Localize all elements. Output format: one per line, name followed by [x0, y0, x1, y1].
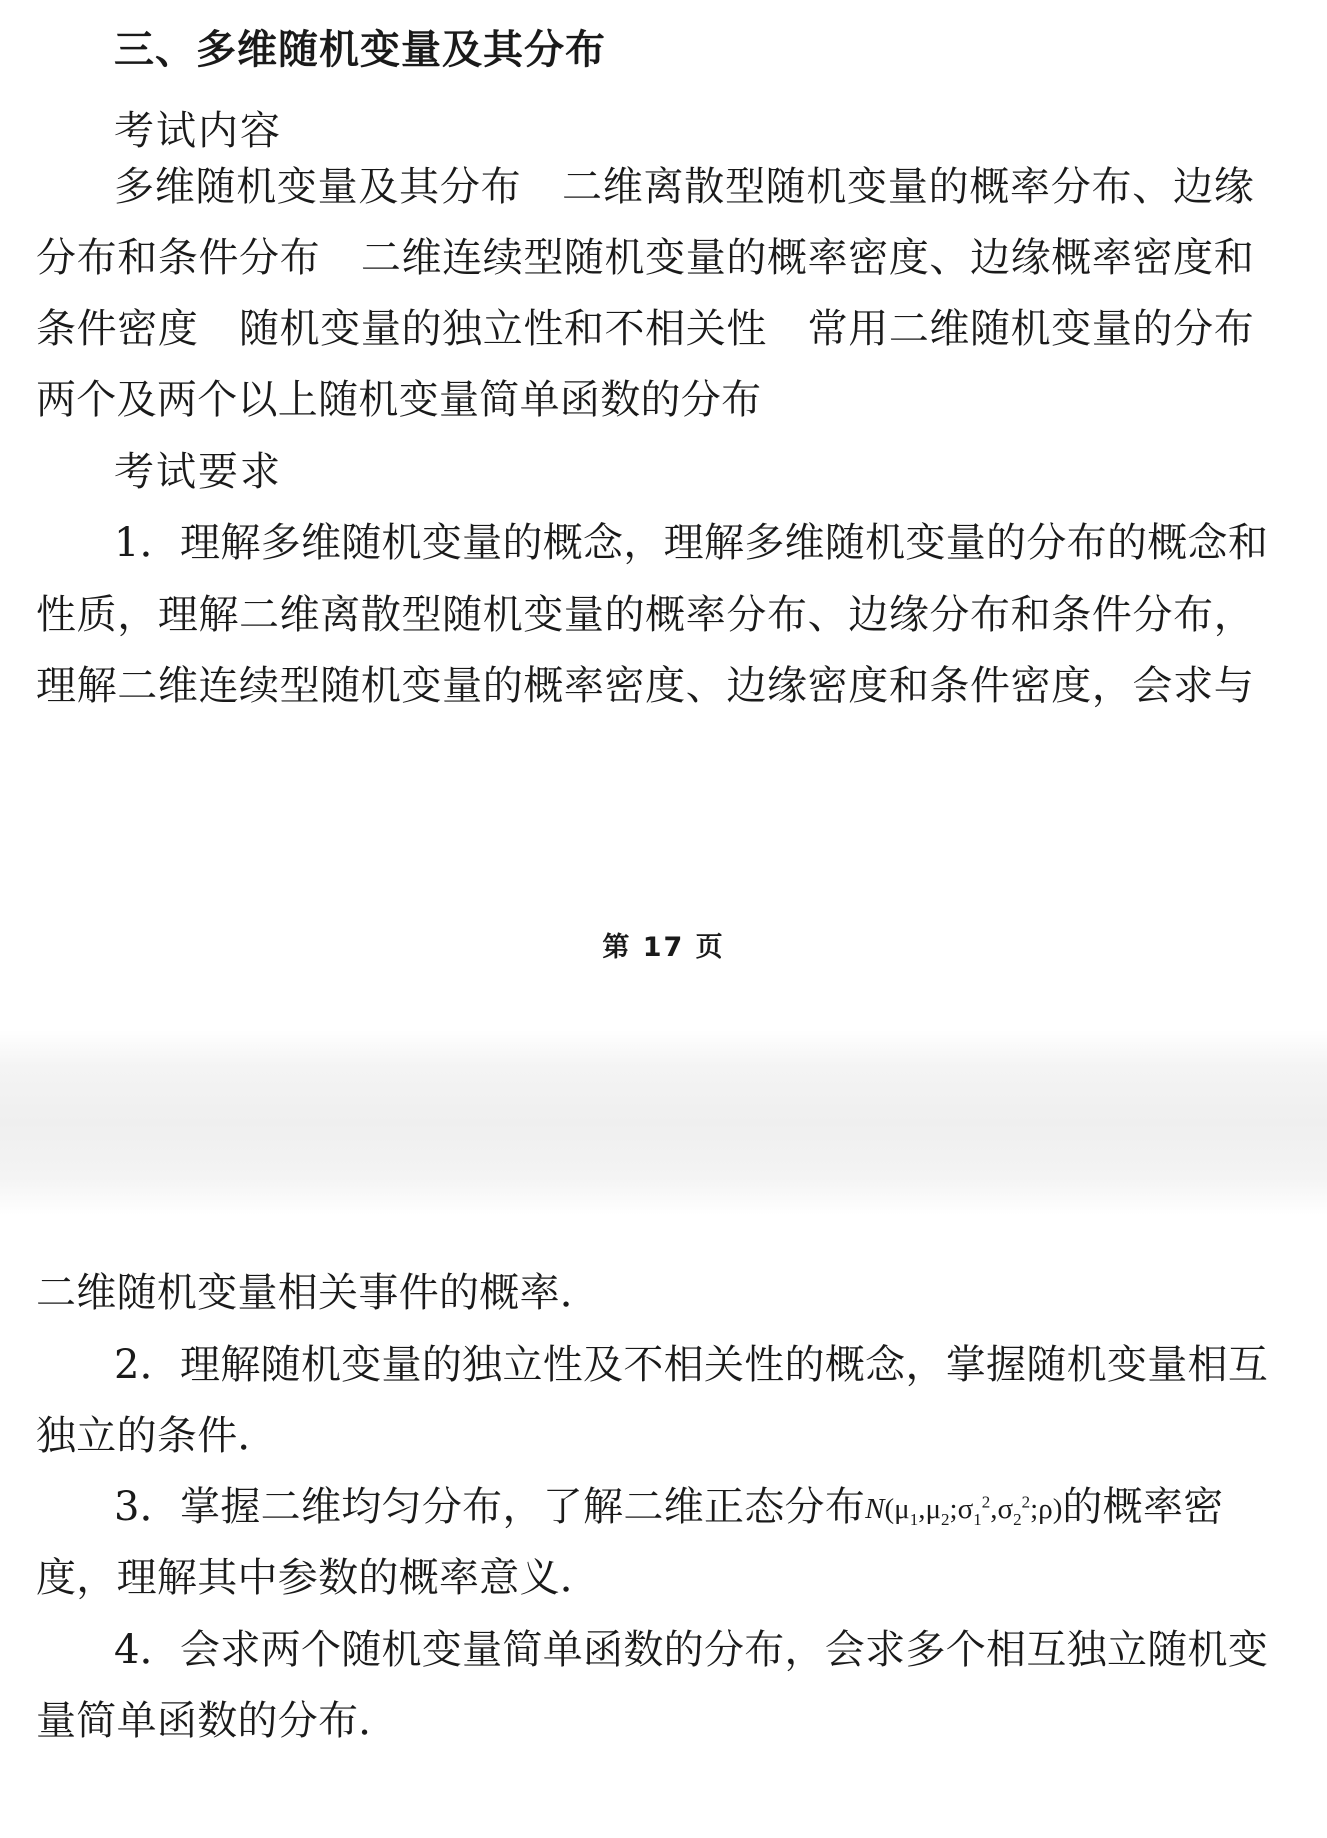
- requirement-4-line-2: 量简单函数的分布．: [36, 1698, 399, 1744]
- exam-content-label: 考试内容: [114, 108, 282, 154]
- requirement-3-line-2: 度，理解其中参数的概率意义．: [36, 1555, 601, 1601]
- requirement-3-suffix: 的概率密: [1062, 1484, 1224, 1530]
- requirement-1-line-1: 1．理解多维随机变量的概念，理解多维随机变量的分布的概念和: [114, 520, 1269, 566]
- requirement-1-line-3: 理解二维连续型随机变量的概率密度、边缘密度和条件密度，会求与: [36, 663, 1254, 709]
- requirement-1-continued: 二维随机变量相关事件的概率．: [36, 1270, 601, 1316]
- section-heading: 三、多维随机变量及其分布: [114, 27, 606, 73]
- requirement-2-line-1: 2．理解随机变量的独立性及不相关性的概念，掌握随机变量相互: [114, 1342, 1269, 1388]
- requirement-3-line-1: [114, 1479, 1254, 1537]
- requirement-3-prefix: 3．掌握二维均匀分布，了解二维正态分布: [114, 1484, 866, 1530]
- page-number: 第 17 页: [602, 932, 725, 963]
- requirement-2-line-2: 独立的条件．: [36, 1413, 278, 1459]
- requirement-1-line-2: 性质，理解二维离散型随机变量的概率分布、边缘分布和条件分布，: [36, 592, 1254, 638]
- exam-content-line-2: 分布和条件分布 二维连续型随机变量的概率密度、边缘概率密度和: [36, 235, 1254, 281]
- exam-content-line-4: 两个及两个以上随机变量简单函数的分布: [36, 377, 762, 423]
- exam-requirements-label: 考试要求: [114, 449, 282, 495]
- page-break-gap: [0, 1030, 1327, 1215]
- requirement-4-line-1: 4．会求两个随机变量简单函数的分布，会求多个相互独立随机变: [114, 1627, 1269, 1673]
- exam-content-line-3: 条件密度 随机变量的独立性和不相关性 常用二维随机变量的分布: [36, 306, 1254, 352]
- exam-content-line-1: 多维随机变量及其分布 二维离散型随机变量的概率分布、边缘: [114, 164, 1254, 210]
- bivariate-normal-formula: $N(\mu_1,\mu_2;\sigma_1^2,\sigma_2^2;\rho)$: [865, 1492, 1063, 1529]
